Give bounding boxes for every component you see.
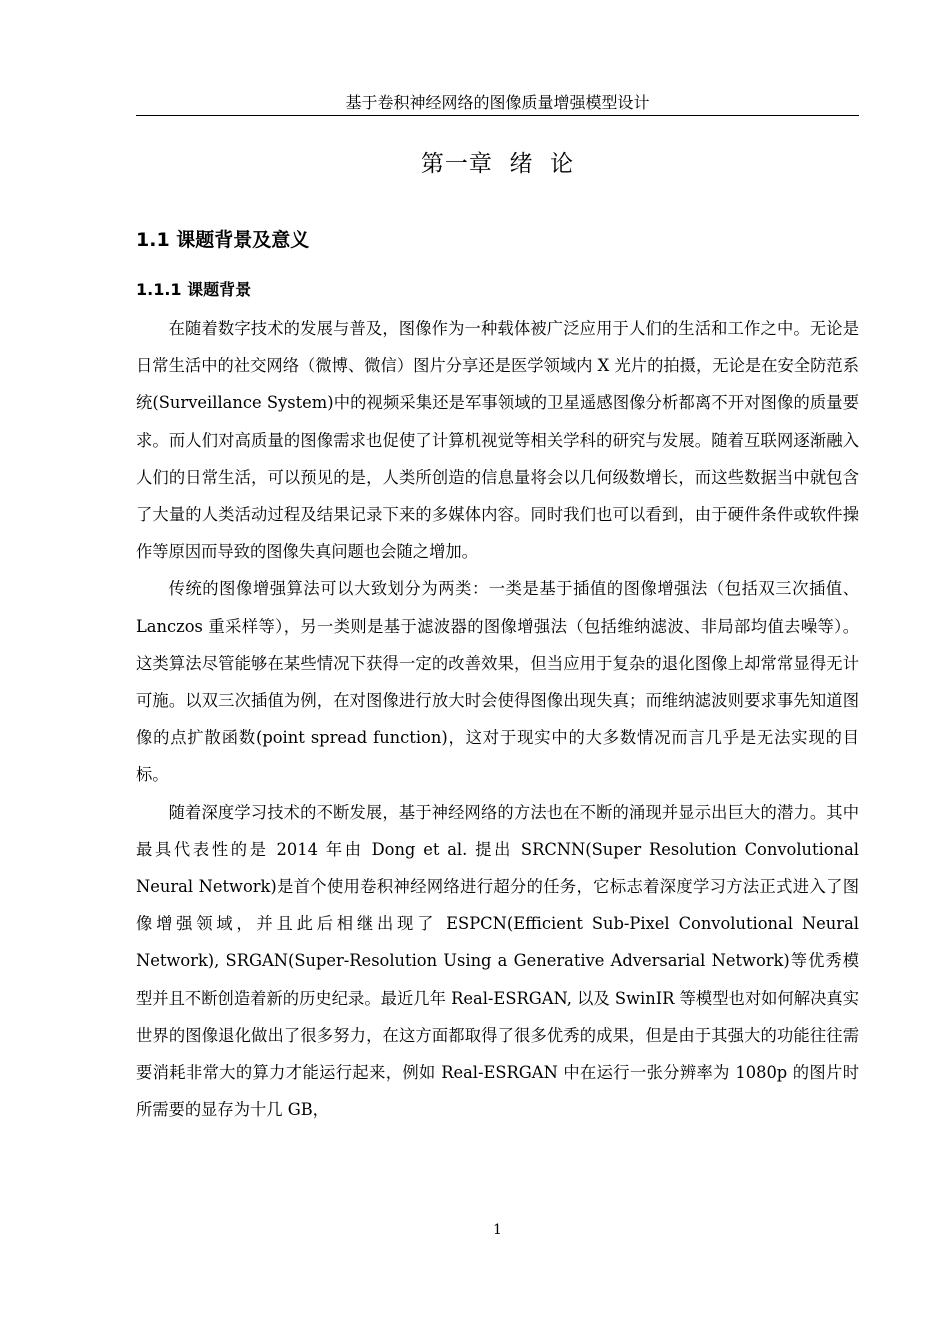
subsection-title: 1.1.1 课题背景 (136, 280, 252, 299)
running-header: 基于卷积神经网络的图像质量增强模型设计 (345, 93, 650, 112)
paragraph-3: 随着深度学习技术的不断发展，基于神经网络的方法也在不断的涌现并显示出巨大的潜力。其中最具代表性的是 2014 年由 Dong et al. 提出 SRCNN(Super Resolution Convolutional Neural Network)是首个使用卷积神经网络进行超分的任务，它标志着深度学习方法正式进入了图像增强领域，并且此后相继出现了 ESPCN(Efficient Sub-Pixel Convolutional Neural Network), SRGAN(Super-Resolution Using a Generative Adversarial Network)等优秀模型并且不断创造着新的历史纪录。最近几年 Real-ESRGAN, 以及 SwinIR 等模型也对如何解决真实世界的图像退化做出了很多努力，在这方面都取得了很多优秀的成果，但是由于其强大的功能往往需要消耗非常大的算力才能运行起来，例如 Real-ESRGAN 中在运行一张分辨率为 1080p 的图片时所需要的显存为十几 GB， (136, 802, 859, 1120)
header-rule (136, 115, 859, 116)
body-text (136, 310, 859, 1128)
paragraph-1: 在随着数字技术的发展与普及，图像作为一种载体被广泛应用于人们的生活和工作之中。无论是日常生活中的社交网络（微博、微信）图片分享还是医学领域内 X 光片的拍摄，无论是在安全防范系统(Surveillance System)中的视频采集还是军事领域的卫星遥感图像分析都离不开对图像的质量要求。而人们对高质量的图像需求也促使了计算机视觉等相关学科的研究与发展。随着互联网逐渐融入人们的日常生活，可以预见的是，人类所创造的信息量将会以几何级数增长，而这些数据当中就包含了大量的人类活动过程及结果记录下来的多媒体内容。同时我们也可以看到，由于硬件条件或软件操作等原因而导致的图像失真问题也会随之增加。 (136, 319, 859, 562)
paragraph-2: 传统的图像增强算法可以大致划分为两类：一类是基于插值的图像增强法（包括双三次插值、 Lanczos 重采样等），另一类则是基于滤波器的图像增强法（包括维纳滤波、非局部均值去噪等）。这类算法尽管能够在某些情况下获得一定的改善效果，但当应用于复杂的退化图像上却常常显得无计可施。以双三次插值为例，在对图像进行放大时会使得图像出现失真；而维纳滤波则要求事先知道图像的点扩散函数(point spread function)，这对于现实中的大多数情况而言几乎是无法实现的目标。 (136, 579, 859, 785)
section-title: 1.1 课题背景及意义 (136, 229, 310, 251)
page-number: 1 (493, 1222, 502, 1238)
chapter-title: 第一章 绪 论 (420, 151, 575, 177)
